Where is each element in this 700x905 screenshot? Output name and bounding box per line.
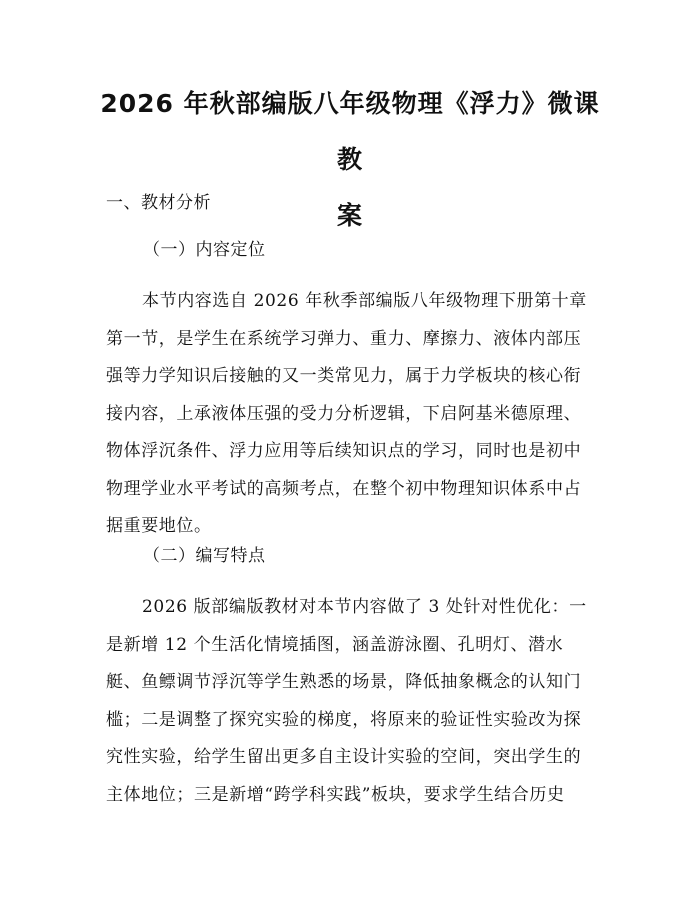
paragraph-line: 接内容，上承液体压强的受力分析逻辑，下启阿基米德原理、 (106, 403, 582, 424)
paragraph-line: 第一节，是学生在系统学习弹力、重力、摩擦力、液体内部压 (106, 328, 582, 349)
paragraph-line: 2026 版部编版教材对本节内容做了 3 处针对性优化：一 (142, 597, 587, 617)
paragraph-line: 物体浮沉条件、浮力应用等后续知识点的学习，同时也是初中 (106, 441, 582, 461)
document-title (100, 76, 600, 244)
paragraph-line: 本节内容选自 2026 年秋季部编版八年级物理下册第十章 (142, 291, 587, 311)
paragraph-writing-features (106, 589, 601, 814)
paragraph-line: 强等力学知识后接触的又一类常见力，属于力学板块的核心衔 (106, 366, 582, 386)
title-line-1: 2026 年秋部编版八年级物理《浮力》微课教 (100, 89, 600, 174)
paragraph-line: 主体地位；三是新增“跨学科实践”板块，要求学生结合历史 (106, 784, 565, 805)
subsection-heading-content-positioning: （一）内容定位 (143, 240, 266, 260)
paragraph-line: 艇、鱼鳔调节浮沉等学生熟悉的场景，降低抽象概念的认知门 (106, 672, 582, 692)
title-line-2: 案 (336, 201, 363, 230)
paragraph-line: 究性实验，给学生留出更多自主设计实验的空间，突出学生的 (106, 747, 582, 767)
paragraph-content-positioning (106, 283, 601, 546)
section-heading-textbook-analysis: 一、教材分析 (106, 193, 211, 213)
paragraph-line: 是新增 12 个生活化情境插图，涵盖游泳圈、孔明灯、潜水 (106, 634, 564, 655)
paragraph-line: 据重要地位。 (106, 516, 212, 536)
paragraph-line: 物理学业水平考试的高频考点，在整个初中物理知识体系中占 (106, 478, 582, 499)
paragraph-line: 槛；二是调整了探究实验的梯度，将原来的验证性实验改为探 (106, 709, 582, 730)
subsection-heading-writing-features: （二）编写特点 (143, 546, 266, 566)
